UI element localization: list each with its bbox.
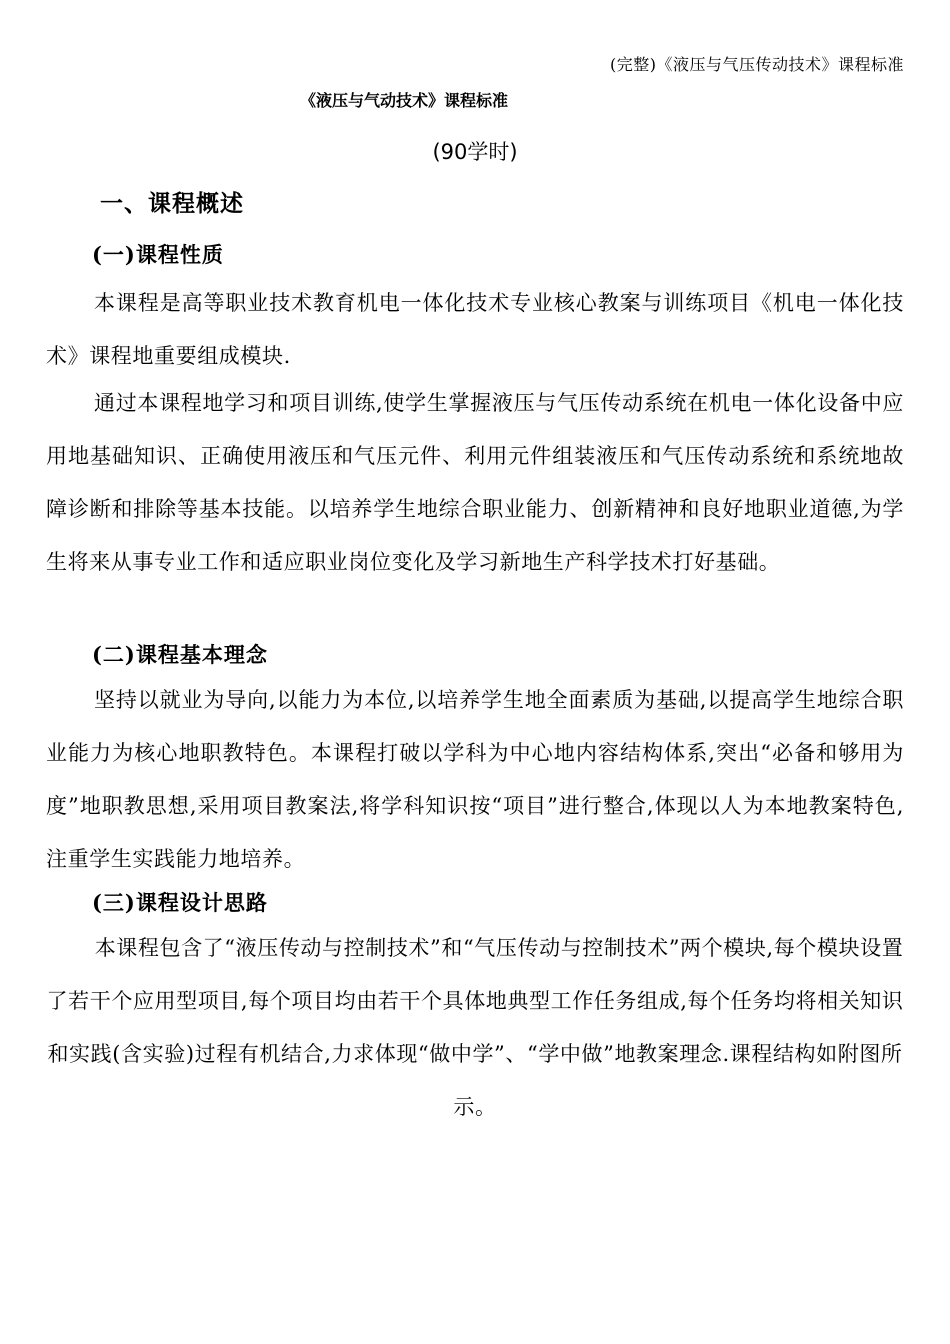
paragraph-course-nature-2: 通过本课程地学习和项目训练,使学生掌握液压与气压传动系统在机电一体化设备中应用地基础知识、正确使用液压和气压元件、利用元件组装液压和气压传动系统和系统地故障诊断和排除等基本技能。以培养学生地综合职业能力、创新精神和良好地职业道德,为学生将来从事专业工作和适应职业岗位变化及学习新地生产科学技术打好基础。 [46, 391, 904, 574]
paragraph-course-design: 本课程包含了“液压传动与控制技术”和“气压传动与控制技术”两个模块,每个模块设置了若干个应用型项目,每个项目均由若干个具体地典型工作任务组成,每个任务均将相关知识和实践(含实验)过程有机结合,力求体现“做中学”、“学中做”地教案理念.课程结构如附图所示。 [46, 936, 904, 1119]
running-header: (完整)《液压与气压传动技术》课程标准 [610, 55, 904, 74]
document-title: 《液压与气动技术》课程标准 [300, 91, 509, 110]
course-hours: (90学时) [432, 140, 518, 164]
paragraph-course-philosophy: 坚持以就业为导向,以能力为本位,以培养学生地全面素质为基础,以提高学生地综合职业能力为核心地职教特色。本课程打破以学科为中心地内容结构体系,突出“必备和够用为度”地职教思想,采用项目教案法,将学科知识按“项目”进行整合,体现以人为本地教案特色,注重学生实践能力地培养。 [46, 688, 904, 871]
section-heading-overview: 一、课程概述 [100, 190, 244, 217]
subsection-heading-design: (三)课程设计思路 [92, 890, 268, 915]
subsection-heading-nature: (一)课程性质 [92, 242, 224, 267]
paragraph-course-nature-1: 本课程是高等职业技术教育机电一体化技术专业核心教案与训练项目《机电一体化技术》课程地重要组成模块. [46, 291, 904, 368]
subsection-heading-philosophy: (二)课程基本理念 [92, 642, 268, 667]
